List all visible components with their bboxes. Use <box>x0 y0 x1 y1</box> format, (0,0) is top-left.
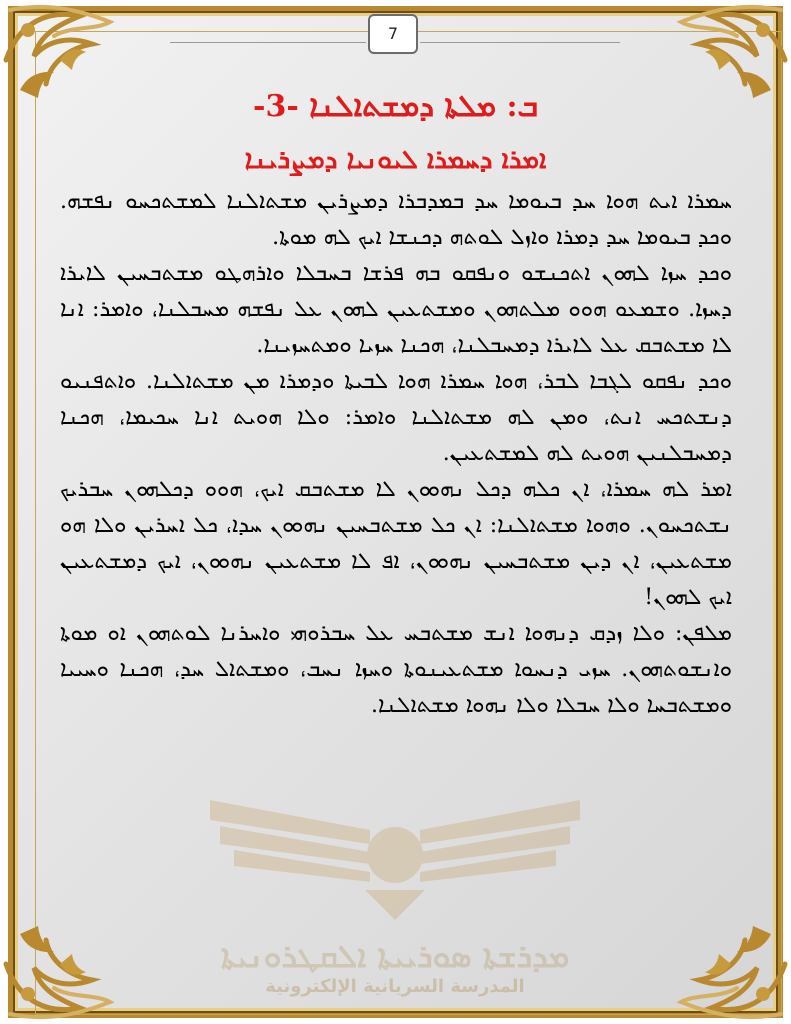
paragraph: ܘܟܕ ܚܙܐ ܠܗܘܢ ܐܬܟܢܫܘ ܘܢܦܩܘ ܒܗ ܦܪܫܐ ܒܚܒܠܐ ܘܐܪܗܛܘ ܡܫܬܒܚܝܢ ܠܐܝܪܐ ܕܚܙܐ. ܘܫܡܥܘ ܗܘܘ ܡܠܬܗܘܢ ܘܡܫܬܥܝܢ ܠܗܘܢ ܥܠ ܢܦܫܗ ܡܚܒܠܢܐ، ܘܐܡܪ: ܐܢܐ ܠܐ ܡܫܬܒܩ ܥܠ ܠܐܝܪܐ ܕܡܚܒܠܢܐ، ܗܟܢܐ ܚܙܝܐ ܘܡܬܚܙܝܢܐ. <box>60 261 732 358</box>
header-rule-right <box>420 42 620 43</box>
header-rule-left <box>170 42 366 43</box>
paragraph: ܚܡܪܐ ܐܝܬ ܗܘܐ ܚܕ ܒܝܘܡܐ ܚܕ ܒܡܕܒܪܐ ܕܡܨܪܝܢ ܡܫܬܐܠܢܐ ܠܡܫܬܟܚܘ ܢܦܫܗ. ܘܟܕ ܒܝܘܡܐ ܚܕ ܕܡܪܐ ܘܐܙܠ ܠܘܬܗ ܕܟܢܫܐ ܐܝܟ ܠܗ ܡܘܬܐ. <box>60 189 732 250</box>
watermark-arabic-name: المدرسة السريانية الإلكترونية <box>265 976 525 997</box>
paragraph: ܘܟܕ ܢܦܩܘ ܠܓܒܐ ܠܒܪ، ܗܘܐ ܚܡܪܐ ܗܘܐ ܠܒܝܬܐ ܘܕܡܪܐ ܡܢ ܡܫܬܐܠܢܐ. ܘܐܬܦܢܝܘ ܕܢܫܬܟܚ ܐܢܬ، ܘܡܢ ܠܗ ܡܫܬܐܠܢܐ ܘܐܡܪ: ܘܠܐ ܗܘܝܬ ܐܢܐ ܚܟܝܡܐ، ܗܟܢܐ ܕܡܚܒܠܢܝܢ ܗܘܝܬ ܠܗ ܠܡܫܬܥܝܢ. <box>60 369 732 466</box>
story-subtitle: ܐܡܪܐ ܕܚܡܪܐ ܠܝܘܢܝܐ ܕܡܨܪܝܢܐ <box>244 145 547 175</box>
story-body <box>60 184 732 724</box>
paragraph: ܡܠܦܢ: ܘܠܐ ܙܕܩ ܕܢܗܘܐ ܐܢܫ ܡܫܬܒܚ ܥܠ ܚܒܪܘܗܝ ܘܐܚܪܢܐ ܠܘܬܗܘܢ ܐܘ ܡܘܬܐ ܘܐܢܫܘܬܗܘܢ. ܚܙܝ ܕܢܚܘܐ ܡܫܬܥܝܢܘܬܐ ܘܚܙܐ ܢܚܒ، ܘܡܫܬܐܠ ܚܕ، ܗܟܢܐ ܘܚܝܝܐ ܘܡܫܬܒܚܐ ܘܠܐ ܚܒܠܐ ܘܠܐ ܢܗܘܐ ܡܫܬܐܠܢܐ. <box>60 621 732 718</box>
watermark-syriac-name: ܡܕܪܫܬܐ ܣܘܪܝܝܬܐ ܐܠܩܛܪܘܢܝܬܐ <box>220 937 570 975</box>
corner-ornament-bottom-left <box>0 914 150 1024</box>
corner-ornament-bottom-right <box>641 914 791 1024</box>
lesson-title: ܒ: ܡܠܬܐ ܕܡܫܬܐܠܢܐ -3- <box>253 89 538 124</box>
page-number: 7 <box>368 14 418 54</box>
paragraph: ܐܡܪ ܠܗ ܚܡܪܐ، ܐܢ ܟܠܗ ܕܟܠ ܢܗܘܘܢ ܠܐ ܡܫܬܒܩ ܐܝܟ، ܗܘܘ ܕܟܠܗܘܢ ܚܒܪܝܟ ܢܫܬܟܚܘܢ. ܘܗܘܐ ܡܫܬܐܠܢܐ: ܐܢ ܟܠ ܡܫܬܒܚܝܢ ܢܗܘܘܢ ܚܕܐ، ܟܠ ܐܚܪܝܢ ܘܠܐ ܗܘ ܡܫܬܥܝܢ، ܐܢ ܕܝܢ ܡܫܬܒܚܝܢ ܢܗܘܘܢ، ܐܦ ܠܐ ܡܫܬܥܝܢ ܢܗܘܘܢ، ܐܝܟ ܕܡܫܬܥܝܢ ܐܝܟ ܠܗܘܢ! <box>60 477 732 610</box>
